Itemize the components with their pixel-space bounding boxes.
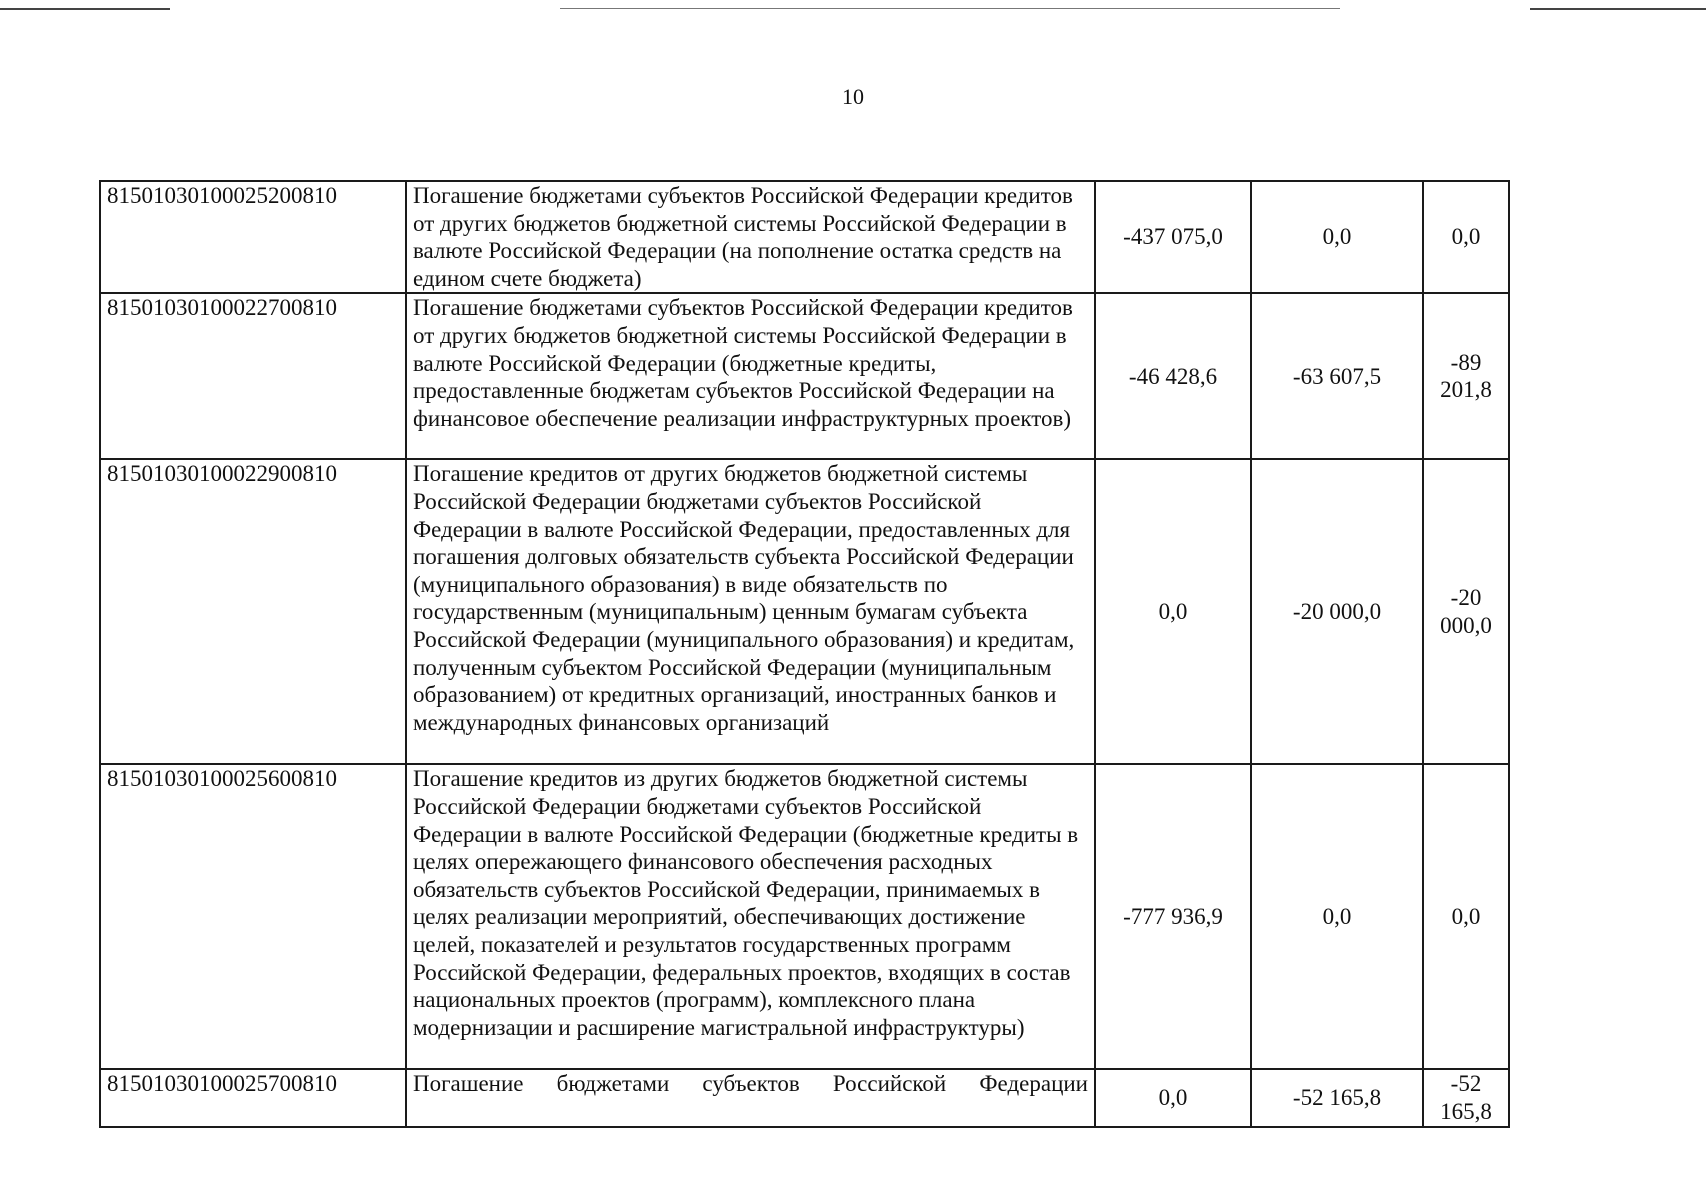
table-row — [100, 459, 1509, 764]
budget-code-cell: 81501030100025200810 — [100, 181, 406, 293]
scan-edge-line-right — [1530, 8, 1706, 10]
value-cell-1: -437 075,0 — [1095, 181, 1251, 293]
value-cell-3: -20 000,0 — [1423, 459, 1509, 764]
description-cell: Погашение бюджетами субъектов Российской Федерации кредитов от других бюджетов бюджетной системы Российской Федерации в валюте Российской Федерации (бюджетные кредиты, предоставленные бюджетам субъектов Российской Федерации на финансовое обеспечение реализации инфраструктурных проектов) — [406, 293, 1095, 459]
value-cell-2: -52 165,8 — [1251, 1069, 1423, 1126]
value-cell-1: -777 936,9 — [1095, 764, 1251, 1069]
value-cell-3: -89 201,8 — [1423, 293, 1509, 459]
value-cell-2: -20 000,0 — [1251, 459, 1423, 764]
scan-edge-line-left — [0, 8, 170, 10]
budget-code-cell: 81501030100025700810 — [100, 1069, 406, 1126]
value-cell-1: -46 428,6 — [1095, 293, 1251, 459]
budget-code-cell: 81501030100025600810 — [100, 764, 406, 1069]
table-row — [100, 293, 1509, 459]
page-number-text: 10 — [842, 84, 864, 109]
description-cell: Погашение кредитов из других бюджетов бюджетной системы Российской Федерации бюджетами субъектов Российской Федерации в валюте Российской Федерации (бюджетные кредиты в целях опережающего финансового обеспечения расходных обязательств субъектов Российской Федерации, принимаемых в целях реализации мероприятий, обеспечивающих достижение целей, показателей и результатов государственных программ Российской Федерации, федеральных проектов, входящих в состав национальных проектов (программ), комплексного плана модернизации и расширение магистральной инфраструктуры) — [406, 764, 1095, 1069]
value-cell-2: 0,0 — [1251, 181, 1423, 293]
value-cell-1: 0,0 — [1095, 1069, 1251, 1126]
value-cell-3: 0,0 — [1423, 764, 1509, 1069]
scan-edge-line-middle — [560, 8, 1340, 9]
value-cell-1: 0,0 — [1095, 459, 1251, 764]
page-number — [0, 84, 1706, 110]
table-row — [100, 764, 1509, 1069]
value-cell-2: 0,0 — [1251, 764, 1423, 1069]
budget-code-cell: 81501030100022700810 — [100, 293, 406, 459]
value-cell-2: -63 607,5 — [1251, 293, 1423, 459]
table-row — [100, 181, 1509, 293]
value-cell-3: 0,0 — [1423, 181, 1509, 293]
value-cell-3: -52 165,8 — [1423, 1069, 1509, 1126]
table-row — [100, 1069, 1509, 1126]
budget-table — [99, 180, 1510, 1128]
description-cell: Погашение бюджетами субъектов Российской Федерации кредитов от других бюджетов бюджетной системы Российской Федерации в валюте Российской Федерации (на пополнение остатка средств на едином счете бюджета) — [406, 181, 1095, 293]
budget-code-cell: 81501030100022900810 — [100, 459, 406, 764]
description-cell: Погашение бюджетами субъектов Российской Федерации — [406, 1069, 1095, 1126]
description-cell: Погашение кредитов от других бюджетов бюджетной системы Российской Федерации бюджетами субъектов Российской Федерации в валюте Российской Федерации, предоставленных для погашения долговых обязательств субъекта Российской Федерации (муниципального образования) в виде обязательств по государственным (муниципальным) ценным бумагам субъекта Российской Федерации (муниципального образования) и кредитам, полученным субъектом Российской Федерации (муниципальным образованием) от кредитных организаций, иностранных банков и международных финансовых организаций — [406, 459, 1095, 764]
